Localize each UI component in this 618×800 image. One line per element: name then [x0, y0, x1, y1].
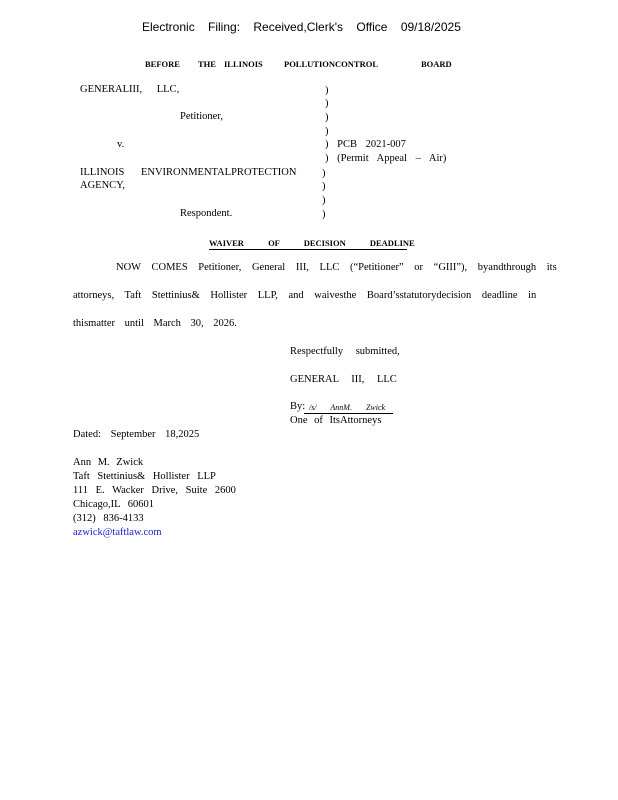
title-underline [209, 249, 407, 250]
petitioner-role: Petitioner, [180, 111, 224, 122]
document-title: WAIVER OF DECISION DEADLINE [209, 238, 415, 248]
case-number: ) PCB 2021-007 [325, 139, 406, 150]
dated-line: Dated: September 18,2025 [73, 429, 200, 440]
attorney-firm: Taft Stettinius& Hollister LLP [73, 471, 216, 482]
electronic-signature: /s/ AnnM. Zwick [309, 403, 386, 412]
caption-paren: ) [322, 195, 326, 206]
board-heading-the: THE [198, 59, 216, 69]
caption-paren: ) [325, 112, 329, 123]
petitioner-name: GENERALIII, LLC, [80, 84, 180, 95]
case-type: ) (Permit Appeal – Air) [325, 153, 447, 164]
signature-line [304, 413, 393, 414]
versus-label: v. [117, 139, 125, 150]
respondent-role: Respondent. [180, 208, 233, 219]
caption-paren: ) [325, 85, 329, 96]
attorney-address-2: Chicago,IL 60601 [73, 499, 155, 510]
by-label: By: [290, 401, 306, 412]
filing-header: Electronic Filing: Received,Clerk's Office 09/18/2025 [142, 20, 461, 34]
body-line-3: thismatter until March 30, 2026. [73, 318, 237, 329]
board-heading-pollution-control: POLLUTIONCONTROL [284, 59, 378, 69]
signing-party: GENERAL III, LLC [290, 374, 397, 385]
respondent-name-line2: AGENCY, [80, 180, 126, 191]
caption-paren: ) [322, 209, 326, 220]
body-line-1: NOW COMES Petitioner, General III, LLC (“Petitioner” or “GIII”), byandthrough its [116, 262, 557, 273]
signer-role: One of ItsAttorneys [290, 415, 382, 426]
body-line-2: attorneys, Taft Stettinius& Hollister LLP, and waivesthe Board’sstatutorydecision deadline in [73, 290, 537, 301]
caption-paren: ) [325, 126, 329, 137]
caption-paren: ) [322, 181, 326, 192]
closing: Respectfully submitted, [290, 346, 400, 357]
caption-paren: ) [325, 98, 329, 109]
board-heading-board: BOARD [421, 59, 452, 69]
attorney-email-link[interactable]: azwick@taftlaw.com [73, 527, 162, 538]
board-heading-illinois: ILLINOIS [224, 59, 263, 69]
respondent-name-line1: ILLINOIS ENVIRONMENTALPROTECTION [80, 167, 297, 178]
board-heading-before: BEFORE [145, 59, 180, 69]
attorney-address-1: 111 E. Wacker Drive, Suite 2600 [73, 485, 236, 496]
caption-paren: ) [322, 168, 326, 179]
attorney-name: Ann M. Zwick [73, 457, 144, 468]
attorney-phone: (312) 836-4133 [73, 513, 144, 524]
